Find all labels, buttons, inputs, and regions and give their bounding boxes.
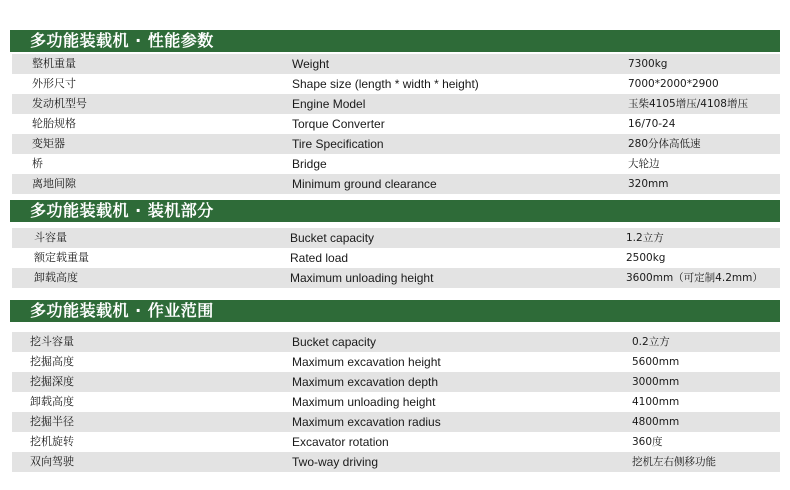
param-en: Maximum excavation height bbox=[292, 355, 441, 369]
section-header: 多功能装载机 · 作业范围 bbox=[10, 300, 780, 322]
param-cn: 额定载重量 bbox=[34, 251, 89, 264]
param-value: 2500kg bbox=[626, 252, 666, 264]
param-cn: 发动机型号 bbox=[32, 97, 87, 110]
section-header: 多功能装载机 · 装机部分 bbox=[10, 200, 780, 222]
param-en: Maximum excavation radius bbox=[292, 415, 441, 429]
param-value: 3000mm bbox=[632, 376, 680, 388]
param-value: 16/70-24 bbox=[628, 118, 676, 130]
param-value: 0.2立方 bbox=[632, 336, 670, 348]
param-en: Maximum excavation depth bbox=[292, 375, 439, 389]
param-value: 5600mm bbox=[632, 356, 680, 368]
param-cn: 外形尺寸 bbox=[32, 77, 76, 90]
param-cn: 斗容量 bbox=[34, 231, 67, 244]
param-value: 7000*2000*2900 bbox=[628, 78, 719, 90]
param-value: 360度 bbox=[632, 436, 663, 448]
section-header: 多功能装载机 · 性能参数 bbox=[10, 30, 780, 52]
param-value: 7300kg bbox=[628, 58, 668, 70]
param-en: Maximum unloading height bbox=[290, 271, 434, 285]
param-cn: 挖掘高度 bbox=[30, 355, 74, 368]
param-cn: 离地间隙 bbox=[32, 177, 76, 190]
table-row bbox=[12, 114, 780, 134]
param-value: 挖机左右侧移功能 bbox=[632, 456, 716, 468]
param-value: 320mm bbox=[628, 178, 669, 190]
param-cn: 卸载高度 bbox=[30, 395, 74, 408]
table-row bbox=[12, 174, 780, 194]
table-row bbox=[12, 74, 780, 94]
param-en: Maximum unloading height bbox=[292, 395, 436, 409]
param-cn: 整机重量 bbox=[32, 57, 76, 70]
table-row bbox=[12, 154, 780, 174]
param-cn: 变矩器 bbox=[32, 137, 65, 150]
param-en: Bucket capacity bbox=[290, 231, 375, 245]
param-value: 3600mm（可定制4.2mm） bbox=[626, 272, 763, 284]
param-en: Bridge bbox=[292, 157, 327, 171]
table-row bbox=[12, 54, 780, 74]
table-row bbox=[12, 372, 780, 392]
param-value: 1.2立方 bbox=[626, 232, 664, 244]
table-row bbox=[12, 452, 780, 472]
param-cn: 轮胎规格 bbox=[32, 117, 76, 130]
table-row bbox=[12, 134, 780, 154]
param-cn: 挖斗容量 bbox=[30, 335, 74, 348]
param-value: 280分体高低速 bbox=[628, 138, 701, 150]
table-row bbox=[12, 332, 780, 352]
table-row bbox=[12, 392, 780, 412]
table-row bbox=[12, 228, 780, 248]
param-en: Torque Converter bbox=[292, 117, 385, 131]
table-row bbox=[12, 268, 780, 288]
table-row bbox=[12, 352, 780, 372]
param-en: Tire Specification bbox=[292, 137, 384, 151]
param-en: Two-way driving bbox=[292, 455, 379, 469]
table-row bbox=[12, 412, 780, 432]
param-cn: 桥 bbox=[32, 157, 43, 170]
table-row bbox=[12, 248, 780, 268]
param-en: Shape size (length * width * height) bbox=[292, 77, 479, 91]
param-cn: 挖掘半径 bbox=[30, 415, 74, 428]
param-cn: 卸载高度 bbox=[34, 271, 78, 284]
param-en: Weight bbox=[292, 57, 330, 71]
param-cn: 双向驾驶 bbox=[30, 455, 74, 468]
param-value: 玉柴4105增压/4108增压 bbox=[628, 98, 748, 110]
param-en: Engine Model bbox=[292, 97, 366, 111]
param-en: Minimum ground clearance bbox=[292, 177, 437, 191]
param-en: Bucket capacity bbox=[292, 335, 377, 349]
table-row bbox=[12, 432, 780, 452]
param-cn: 挖掘深度 bbox=[30, 375, 74, 388]
param-value: 4100mm bbox=[632, 396, 680, 408]
param-value: 大轮边 bbox=[628, 158, 660, 170]
param-cn: 挖机旋转 bbox=[30, 435, 74, 448]
table-row bbox=[12, 94, 780, 114]
param-en: Rated load bbox=[290, 251, 349, 265]
param-en: Excavator rotation bbox=[292, 435, 389, 449]
param-value: 4800mm bbox=[632, 416, 680, 428]
